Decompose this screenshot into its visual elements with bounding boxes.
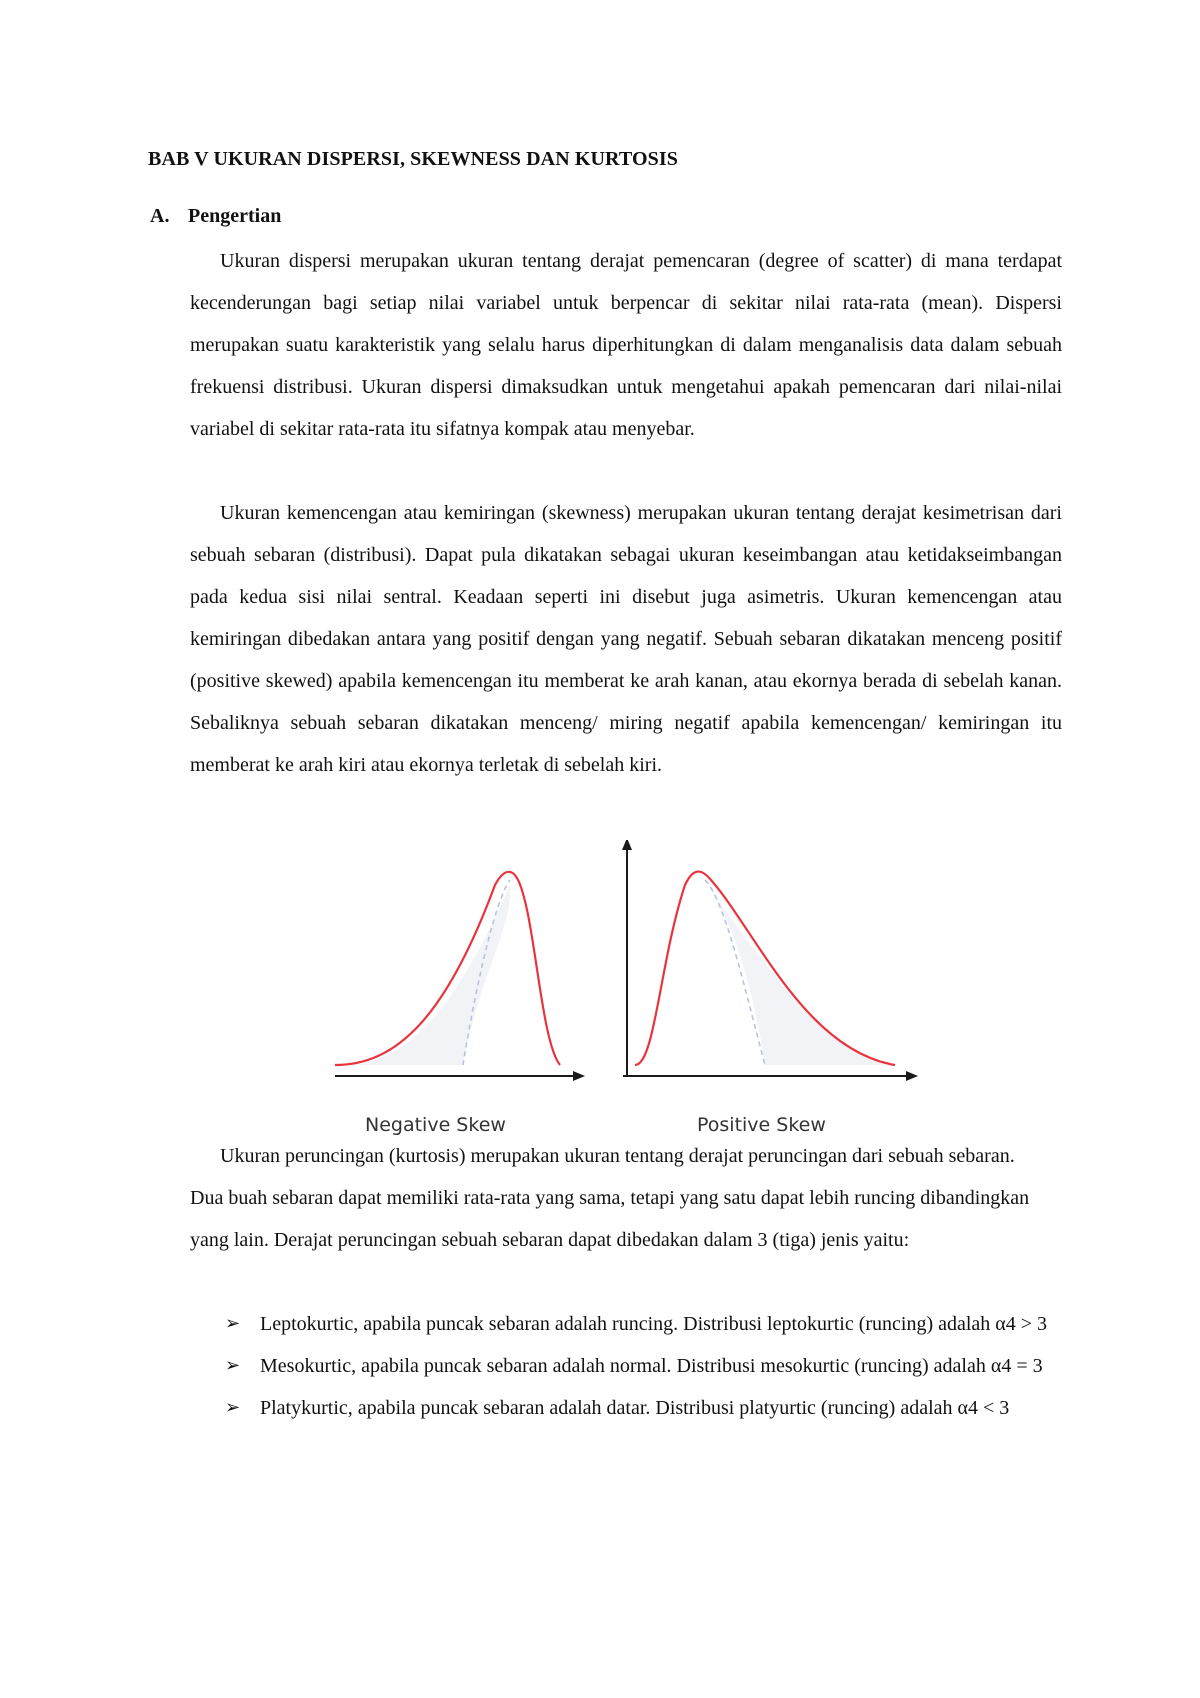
paragraph-skewness: Ukuran kemencengan atau kemiringan (skewness) merupakan ukuran tentang derajat kesimetrisan dari sebuah sebaran (distribusi). Dapat pula dikatakan sebagai ukuran keseimbangan atau ketidakseimbangan pada kedua sisi nilai sentral. Keadaan seperti ini disebut juga asimetris. Ukuran kemencengan atau kemiringan dibedakan antara yang positif dengan yang negatif. Sebuah sebaran dikatakan menceng positif (positive skewed) apabila kemencengan itu memberat ke arah kanan, atau ekornya berada di sebelah kanan. Sebaliknya sebuah sebaran dikatakan menceng/ miring negatif apabila kemencengan/ kemiringan itu memberat ke arah kiri atau ekornya terletak di sebelah kiri. <box>190 502 1062 776</box>
skewness-figure <box>335 840 955 1140</box>
list-item-mesokurtic <box>225 1345 1065 1387</box>
list-item-platykurtic <box>225 1387 1065 1429</box>
negative-x-axis-arrow <box>573 1071 585 1081</box>
skewness-diagram <box>335 840 955 1140</box>
list-item-text: Leptokurtic, apabila puncak sebaran adalah runcing. Distribusi leptokurtic (runcing) adalah α4 > 3 <box>260 1313 1048 1335</box>
list-item-text: Mesokurtic, apabila puncak sebaran adalah normal. Distribusi mesokurtic (runcing) adalah α4 = 3 <box>260 1355 1043 1377</box>
list-item-leptokurtic <box>225 1303 1065 1345</box>
positive-skew-caption: Positive Skew <box>697 1114 826 1136</box>
kurtosis-type-list <box>225 1303 1065 1429</box>
section-heading <box>150 205 281 228</box>
positive-y-axis-arrow <box>622 840 632 850</box>
positive-x-axis-arrow <box>906 1071 918 1081</box>
paragraph-dispersion: Ukuran dispersi merupakan ukuran tentang derajat pemencaran (degree of scatter) di mana terdapat kecenderungan bagi setiap nilai variabel untuk berpencar di sekitar nilai rata-rata (mean). Dispersi merupakan suatu karakteristik yang selalu harus diperhitungkan di dalam menganalisis data dalam sebuah frekuensi distribusi. Ukuran dispersi dimaksudkan untuk mengetahui apakah pemencaran dari nilai-nilai variabel di sekitar rata-rata itu sifatnya kompak atau menyebar. <box>190 250 1062 440</box>
negative-skew-caption: Negative Skew <box>365 1114 506 1136</box>
arrow-bullet-icon: ➢ <box>225 1313 241 1334</box>
section-title: Pengertian <box>188 205 282 227</box>
negative-skew-panel <box>335 840 585 1136</box>
arrow-bullet-icon: ➢ <box>225 1397 241 1418</box>
paragraph-kurtosis: Ukuran peruncingan (kurtosis) merupakan ukuran tentang derajat peruncingan dari sebuah sebaran. Dua buah sebaran dapat memiliki rata-rata yang sama, tetapi yang satu dapat lebih runcing dibandingkan yang lain. Derajat peruncingan sebuah sebaran dapat dibedakan dalam 3 (tiga) jenis yaitu: <box>190 1145 1030 1251</box>
section-number: A. <box>150 205 170 227</box>
arrow-bullet-icon: ➢ <box>225 1355 241 1376</box>
chapter-title: BAB V UKURAN DISPERSI, SKEWNESS DAN KURTOSIS <box>148 148 678 170</box>
positive-skew-panel <box>622 840 918 1136</box>
list-item-text: Platykurtic, apabila puncak sebaran adalah datar. Distribusi platyurtic (runcing) adalah α4 < 3 <box>260 1397 1010 1419</box>
